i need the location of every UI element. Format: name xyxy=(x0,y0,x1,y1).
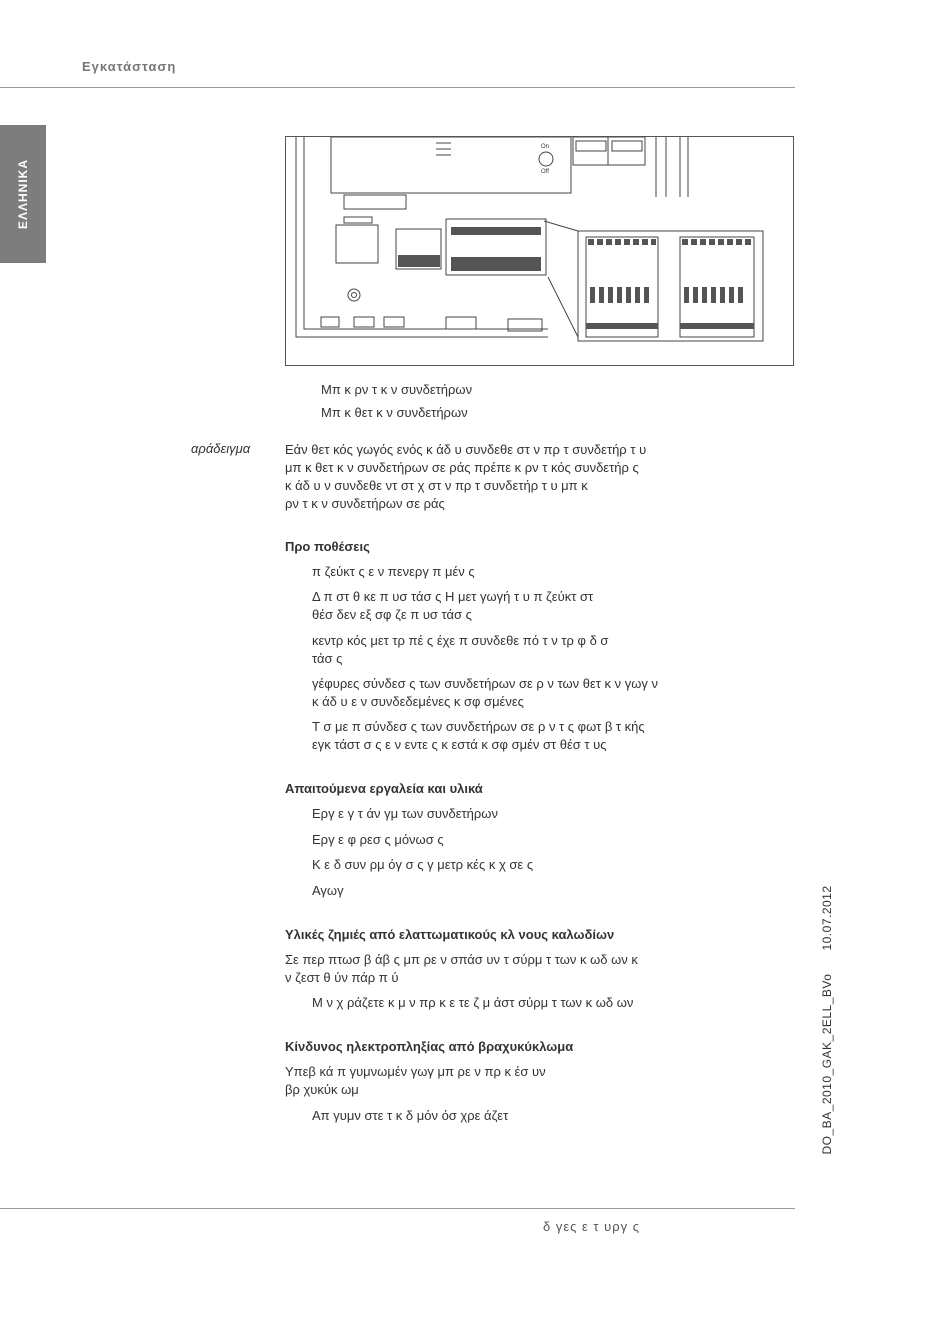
shock-warning-paragraph: Υπεβ κά π γυμνωμέν γωγ μπ ρε ν πρ κ έσ υν βρ χυκύκ ωμ xyxy=(285,1064,546,1097)
list-item: Αγωγ xyxy=(312,883,344,898)
example-paragraph: Εάν θετ κός γωγός ενός κ άδ υ συνδεθε στ ν πρ τ συνδετήρ τ υ μπ κ θετ κ ν συνδετήρων σε ράς πρέπε κ ρν τ κός συνδετήρ ς κ άδ υ ν συνδεθε ντ στ χ στ ν πρ τ συνδετήρ τ υ μπ κ ρν τ κ ν συνδετήρων σε ράς xyxy=(285,442,647,511)
shock-warning-heading: Κίνδυνος ηλεκτροπληξίας από βραχυκύκλωμα xyxy=(285,1039,574,1054)
caption-negative-block: Μπ κ ρν τ κ ν συνδετήρων xyxy=(321,382,473,397)
list-item: π ζεύκτ ς ε ν πενεργ π μέν ς xyxy=(312,564,475,579)
section-title: Εγκατάσταση xyxy=(82,59,177,74)
language-tab xyxy=(0,125,46,263)
damage-warning-heading: Υλικές ζημιές από ελαττωματικούς κλ νους καλωδίων xyxy=(285,927,615,942)
list-item: Εργ ε φ ρεσ ς μόνωσ ς xyxy=(312,832,444,847)
list-item: Μ ν χ ράζετε κ μ ν πρ κ ε τε ζ μ άστ σύρμ τ των κ ωδ ων xyxy=(312,995,634,1010)
list-item: Εργ ε γ τ άν γμ των συνδετήρων xyxy=(312,806,498,821)
example-label: αράδειγμα xyxy=(191,441,251,456)
footer-divider xyxy=(0,1208,795,1209)
list-item: κεντρ κός μετ τρ πέ ς έχε π συνδεθε πό τ ν τρ φ δ σ τάσ ς xyxy=(312,633,609,666)
list-item: Κ ε δ συν ρμ όγ σ ς γ μετρ κές κ χ σε ς xyxy=(312,857,534,872)
caption-positive-block: Μπ κ θετ κ ν συνδετήρων xyxy=(321,405,468,420)
installation-diagram-drawing xyxy=(286,137,793,365)
tools-heading: Απαιτούμενα εργαλεία και υλικά xyxy=(285,781,483,796)
damage-warning-paragraph: Σε περ πτωσ β άβ ς μπ ρε ν σπάσ υν τ σύρμ τ των κ ωδ ων κ ν ζεστ θ ύν πάρ π ύ xyxy=(285,952,638,985)
document-id: DO_BA_2010_GAK_2ELL_BVo 10.07.2012 xyxy=(820,885,834,1155)
prerequisites-heading: Προ ποθέσεις xyxy=(285,539,370,554)
language-tab-label: ΕΛΛΗΝΙΚΑ xyxy=(16,158,30,230)
footer-text: δ γες ε τ υργ ς xyxy=(543,1219,641,1234)
switch-off-label: Off xyxy=(541,169,549,175)
header-divider xyxy=(0,87,795,88)
switch-on-label: On xyxy=(541,144,550,150)
installation-diagram xyxy=(285,136,794,366)
list-item: Τ σ με π σύνδεσ ς των συνδετήρων σε ρ ν τ ς φωτ β τ κής εγκ τάστ σ ς ε ν εντε ς κ εστά κ σφ σμέν στ θέσ τ υς xyxy=(312,719,645,752)
list-item: Δ π στ θ κε π υσ τάσ ς Η μετ γωγή τ υ π ζεύκτ στ θέσ δεν εξ σφ ζε π υσ τάσ ς xyxy=(312,589,594,622)
list-item: γέφυρες σύνδεσ ς των συνδετήρων σε ρ ν των θετ κ ν γωγ ν κ άδ υ ε ν συνδεδεμένες κ σφ σμένες xyxy=(312,676,658,709)
list-item: Απ γυμν στε τ κ δ μόν όσ χρε άζετ xyxy=(312,1108,509,1123)
